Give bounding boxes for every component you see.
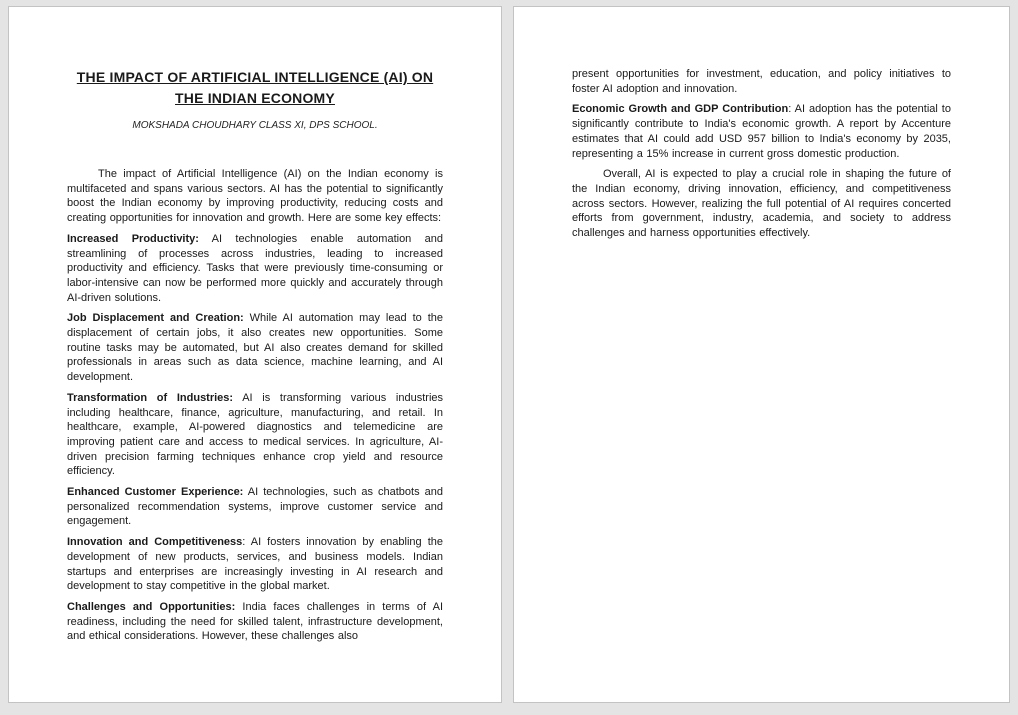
paragraph: Job Displacement and Creation: While AI automation may lead to the displacement of certain jobs, it also creates new opportunities. Some routine tasks may be automated, but AI also creates demand for skilled professionals in areas such as data science, machine learning, and AI development.: [67, 312, 443, 384]
document-byline: MOKSHADA CHOUDHARY CLASS XI, DPS SCHOOL.: [132, 120, 378, 131]
paragraph: Challenges and Opportunities: India faces challenges in terms of AI readiness, including the need for skilled talent, infrastructure development, and ethical considerations. However, these challenges also: [67, 600, 444, 643]
paragraph: Innovation and Competitiveness: AI fosters innovation by enabling the development of new products, services, and business models. Indian startups and enterprises are increasingly investing in AI research and development to stay competitive in the global market.: [67, 536, 443, 593]
page-2-body: [572, 67, 951, 241]
paragraph-lead: Transformation of Industries:: [67, 391, 234, 404]
paragraph-lead: Enhanced Customer Experience:: [67, 486, 244, 499]
document-page-2: [513, 6, 1010, 703]
paragraph: Overall, AI is expected to play a crucial role in shaping the future of the Indian economy, driving innovation, efficiency, and competitiveness across sectors. However, realizing the full potential of AI requires concerted efforts from government, industry, academia, and society to address challenges and harness opportunities effectively.: [572, 168, 951, 240]
paragraph: The impact of Artificial Intelligence (AI) on the Indian economy is multifaceted and spans various sectors. AI has the potential to significantly boost the Indian economy by improving productivity, reducing costs and creating opportunities for innovation and growth. Here are some key effects:: [67, 168, 443, 225]
paragraph: Increased Productivity: AI technologies enable automation and streamlining of processes across industries, leading to increased productivity and efficiency. Tasks that were previously time-consuming or labor-intensive can now be performed more quickly and accurately through AI-driven solutions.: [67, 232, 443, 304]
paragraph: Enhanced Customer Experience: AI technologies, such as chatbots and personalized recommendation systems, improve customer service and engagement.: [67, 486, 443, 528]
paragraph-lead: Innovation and Competitiveness: [67, 536, 243, 549]
paragraph: Transformation of Industries: AI is transforming various industries including healthcare, finance, agriculture, manufacturing, and retail. In healthcare, example, AI-powered diagnostics and telemedicine are improving patient care and access to medical services. In agriculture, AI-driven precision farming techniques enhance crop yield and resource efficiency.: [67, 391, 444, 478]
paragraph-lead: Challenges and Opportunities:: [67, 600, 236, 613]
paragraph-lead: Economic Growth and GDP Contribution: [572, 103, 789, 116]
document-title: THE IMPACT OF ARTIFICIAL INTELLIGENCE (AI) ON THE INDIAN ECONOMY: [76, 69, 434, 106]
paragraph: Economic Growth and GDP Contribution: AI adoption has the potential to significantly contribute to India's economic growth. A report by Accenture estimates that AI could add USD 957 billion to India's economy by 2035, representing a 15% increase in current gross domestic production.: [572, 103, 951, 160]
page-1-body: [67, 167, 443, 644]
paragraph-lead: Job Displacement and Creation:: [67, 312, 244, 325]
paragraph-lead: Increased Productivity:: [67, 232, 199, 245]
paragraph: present opportunities for investment, education, and policy initiatives to foster AI adoption and innovation.: [572, 68, 951, 95]
document-page-1: [8, 6, 502, 703]
